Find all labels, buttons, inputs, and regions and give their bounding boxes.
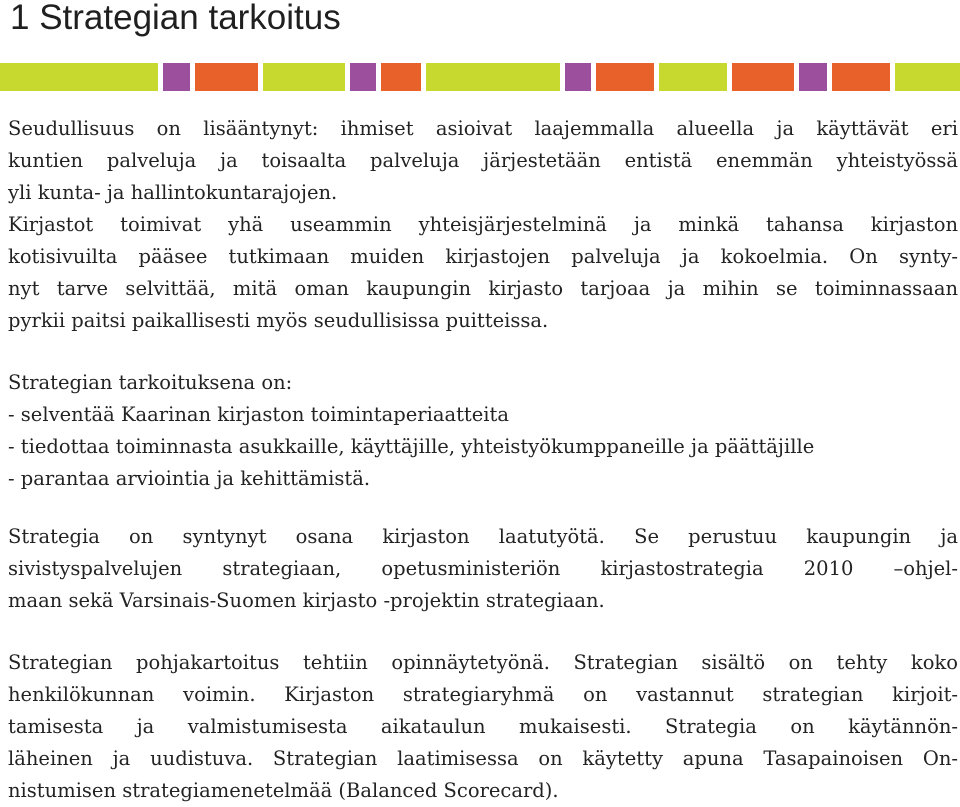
page-title: 1 Strategian tarkoitus xyxy=(10,0,341,37)
color-bar-orange xyxy=(195,63,258,91)
paragraph-purpose-list xyxy=(8,367,958,495)
color-bar-purple xyxy=(163,63,190,91)
paragraph-origin xyxy=(8,521,958,617)
text-line: henkilökunnan voimin. Kirjaston strategiaryhmä on vastannut strategian kirjoit- xyxy=(8,683,958,706)
paragraph-method xyxy=(8,647,958,807)
text-line: kotisivuilta pääsee tutkimaan muiden kirjastojen palveluja ja kokoelmia. On synty- xyxy=(8,245,958,268)
list-item: - selventää Kaarinan kirjaston toimintaperiaatteita xyxy=(8,403,509,426)
text-line: nyt tarve selvittää, mitä oman kaupungin kirjasto tarjoaa ja mihin se toiminnassaan xyxy=(8,277,958,300)
text-line: sivistyspalvelujen strategiaan, opetusministeriön kirjastostrategia 2010 –ohjel- xyxy=(8,557,958,580)
color-bar-green xyxy=(263,63,345,91)
text-line: yli kunta- ja hallintokuntarajojen. xyxy=(8,181,338,204)
text-line: Kirjastot toimivat yhä useammin yhteisjärjestelminä ja minkä tahansa kirjaston xyxy=(8,213,958,236)
color-bar-green xyxy=(0,63,158,91)
text-line: Seudullisuus on lisääntynyt: ihmiset asioivat laajemmalla alueella ja käyttävät eri xyxy=(8,117,958,140)
color-bar-purple xyxy=(350,63,376,91)
color-bar-purple xyxy=(565,63,591,91)
text-line: Strategia on syntynyt osana kirjaston laatutyötä. Se perustuu kaupungin ja xyxy=(8,525,958,548)
color-bar-orange xyxy=(732,63,794,91)
text-line: kuntien palveluja ja toisaalta palveluja järjestetään entistä enemmän yhteistyössä xyxy=(8,149,958,172)
color-bar-purple xyxy=(799,63,827,91)
list-item: - tiedottaa toiminnasta asukkaille, käyttäjille, yhteistyökumppaneille ja päättäjille xyxy=(8,435,815,458)
paragraph-intro xyxy=(8,113,958,337)
decorative-color-bars xyxy=(0,63,960,91)
color-bar-orange xyxy=(832,63,890,91)
text-line: läheinen ja uudistuva. Strategian laatimisessa on käytetty apuna Tasapainoisen On- xyxy=(8,747,958,770)
text-line: Strategian pohjakartoitus tehtiin opinnäytetyönä. Strategian sisältö on tehty koko xyxy=(8,651,958,674)
color-bar-green xyxy=(895,63,960,91)
color-bar-green xyxy=(659,63,727,91)
color-bar-orange xyxy=(381,63,421,91)
color-bar-orange xyxy=(596,63,654,91)
text-line: pyrkii paitsi paikallisesti myös seudullisissa puitteissa. xyxy=(8,309,549,332)
text-line: Strategian tarkoituksena on: xyxy=(8,371,293,394)
text-line: nistumisen strategiamenetelmää (Balanced Scorecard). xyxy=(8,779,559,802)
text-line: tamisesta ja valmistumisesta aikataulun mukaisesti. Strategia on käytännön- xyxy=(8,715,958,738)
color-bar-green xyxy=(426,63,560,91)
list-item: - parantaa arviointia ja kehittämistä. xyxy=(8,467,371,490)
text-line: maan sekä Varsinais-Suomen kirjasto -projektin strategiaan. xyxy=(8,589,605,612)
